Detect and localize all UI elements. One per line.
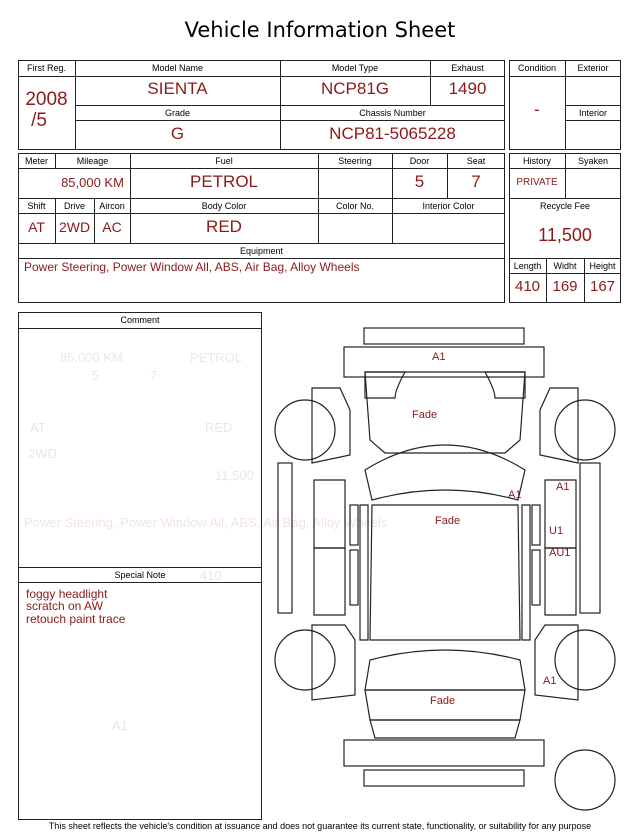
hood bbox=[365, 372, 525, 453]
rear-bumper bbox=[344, 740, 544, 766]
grade-label: Grade bbox=[164, 108, 190, 118]
exhaust-value: 1490 bbox=[448, 79, 487, 98]
left-front-door bbox=[314, 480, 345, 548]
height-value: 167 bbox=[589, 278, 616, 295]
door-value: 5 bbox=[414, 172, 425, 191]
comment-label: Comment bbox=[120, 315, 160, 325]
mark-right-rear-door-upper: U1 bbox=[549, 525, 564, 537]
ghost-length: 410 bbox=[200, 568, 222, 583]
mark-roof: Fade bbox=[435, 515, 461, 527]
right-headlight bbox=[485, 372, 525, 398]
right-front-fender bbox=[540, 388, 578, 463]
wheel-rear-left bbox=[275, 630, 335, 690]
door-label: Door bbox=[409, 156, 430, 166]
ghost-shift: AT bbox=[30, 420, 46, 435]
left-side-mirror-rail bbox=[278, 463, 292, 613]
first-reg-year: 2008 bbox=[25, 89, 68, 110]
disclaimer-footer: This sheet reflects the vehicle's condition at issuance and does not guarantee its current state, functionality, or suitability for any purpose bbox=[48, 821, 592, 831]
ghost-mark: A1 bbox=[112, 718, 128, 733]
length-value: 410 bbox=[514, 278, 541, 295]
mark-rear-hatch: Fade bbox=[430, 695, 456, 707]
right-rear-fender bbox=[535, 625, 578, 700]
height-label: Height bbox=[589, 261, 616, 271]
fuel-value: PETROL bbox=[189, 172, 259, 191]
ghost-fuel: PETROL bbox=[190, 350, 243, 365]
special-note-item: retouch paint trace bbox=[26, 612, 126, 626]
condition-value: - bbox=[534, 100, 540, 119]
model-type-label: Model Type bbox=[331, 63, 379, 73]
left-rear-pillar bbox=[350, 550, 358, 605]
ghost-door: 5 bbox=[92, 368, 100, 383]
left-headlight bbox=[365, 372, 405, 398]
ghost-recycle-fee: 11,500 bbox=[215, 468, 254, 483]
spare-wheel bbox=[555, 750, 615, 810]
front-bumper-top bbox=[364, 328, 524, 344]
steering-label: Steering bbox=[338, 156, 372, 166]
mark-right-front-door: A1 bbox=[556, 481, 570, 493]
right-rear-pillar bbox=[532, 550, 540, 605]
drive-value: 2WD bbox=[58, 219, 91, 235]
history-value: PRIVATE bbox=[516, 177, 558, 188]
interior-color-label: Interior Color bbox=[422, 201, 475, 211]
seat-label: Seat bbox=[466, 156, 486, 166]
mark-front-bumper: A1 bbox=[432, 351, 446, 363]
recycle-fee-label: Recycle Fee bbox=[539, 201, 591, 211]
ghost-equipment: Power Steering, Power Window All, ABS, Air Bag, Alloy Wheels bbox=[24, 515, 388, 530]
drive-label: Drive bbox=[63, 201, 85, 211]
fuel-label: Fuel bbox=[215, 156, 233, 166]
condition-label: Condition bbox=[517, 63, 557, 73]
width-value: 169 bbox=[552, 278, 578, 295]
model-name-value: SIENTA bbox=[147, 79, 208, 98]
right-side-mirror-rail bbox=[580, 463, 600, 613]
first-reg-month: /5 bbox=[31, 110, 47, 131]
mark-hood: Fade bbox=[412, 409, 438, 421]
ghost-body-color: RED bbox=[205, 420, 233, 435]
left-rear-fender bbox=[312, 625, 355, 700]
model-type-value: NCP81G bbox=[320, 79, 390, 98]
wheel-front-left bbox=[275, 400, 335, 460]
chassis-number-value: NCP81-5065228 bbox=[329, 124, 456, 143]
aircon-value: AC bbox=[102, 219, 122, 235]
recycle-fee-value: 11,500 bbox=[538, 225, 592, 245]
mileage-value: 85,000 KM bbox=[61, 175, 124, 190]
left-front-fender bbox=[312, 388, 350, 463]
body-color-value: RED bbox=[206, 217, 242, 236]
aircon-label: Aircon bbox=[99, 201, 125, 211]
model-name-label: Model Name bbox=[151, 63, 204, 73]
special-note-item: scratch on AW bbox=[26, 599, 103, 613]
rear-panel bbox=[370, 720, 520, 738]
ghost-drive: 2WD bbox=[28, 446, 57, 461]
length-label: Length bbox=[513, 261, 542, 271]
wheel-rear-right bbox=[555, 630, 615, 690]
left-pillar bbox=[350, 505, 358, 545]
right-pillar bbox=[532, 505, 540, 545]
equipment-label: Equipment bbox=[239, 246, 284, 256]
syaken-label: Syaken bbox=[577, 156, 609, 166]
shift-value: AT bbox=[28, 219, 45, 235]
mark-right-rear-fender: A1 bbox=[543, 675, 557, 687]
grade-value: G bbox=[170, 124, 185, 143]
page-title: Vehicle Information Sheet bbox=[184, 18, 456, 42]
mark-front-right-pillar: A1 bbox=[508, 489, 522, 501]
exterior-label: Exterior bbox=[577, 63, 609, 73]
left-roof-rail bbox=[360, 505, 368, 640]
rear-bumper-bottom bbox=[364, 770, 524, 786]
ghost-mileage: 85,000 KM bbox=[60, 350, 123, 365]
body-color-label: Body Color bbox=[201, 201, 247, 211]
seat-value: 7 bbox=[471, 172, 481, 191]
color-no-label: Color No. bbox=[335, 201, 374, 211]
shift-label: Shift bbox=[27, 201, 46, 211]
ghost-seat: 7 bbox=[150, 368, 158, 383]
history-label: History bbox=[522, 156, 551, 166]
interior-label: Interior bbox=[578, 108, 607, 118]
exhaust-label: Exhaust bbox=[451, 63, 484, 73]
width-label: Widht bbox=[553, 261, 577, 271]
chassis-number-label: Chassis Number bbox=[359, 108, 426, 118]
mileage-label: Mileage bbox=[76, 156, 109, 166]
right-roof-rail bbox=[522, 505, 530, 640]
wheel-front-right bbox=[555, 400, 615, 460]
left-rear-door bbox=[314, 548, 345, 615]
mark-right-rear-door-lower: AU1 bbox=[549, 547, 571, 559]
meter-label: Meter bbox=[24, 156, 48, 166]
equipment-value: Power Steering, Power Window All, ABS, Air Bag, Alloy Wheels bbox=[24, 260, 360, 274]
special-note-label: Special Note bbox=[114, 570, 166, 580]
rear-window bbox=[365, 650, 525, 690]
first-reg-label: First Reg. bbox=[26, 63, 66, 73]
special-note-item: foggy headlight bbox=[26, 587, 108, 601]
